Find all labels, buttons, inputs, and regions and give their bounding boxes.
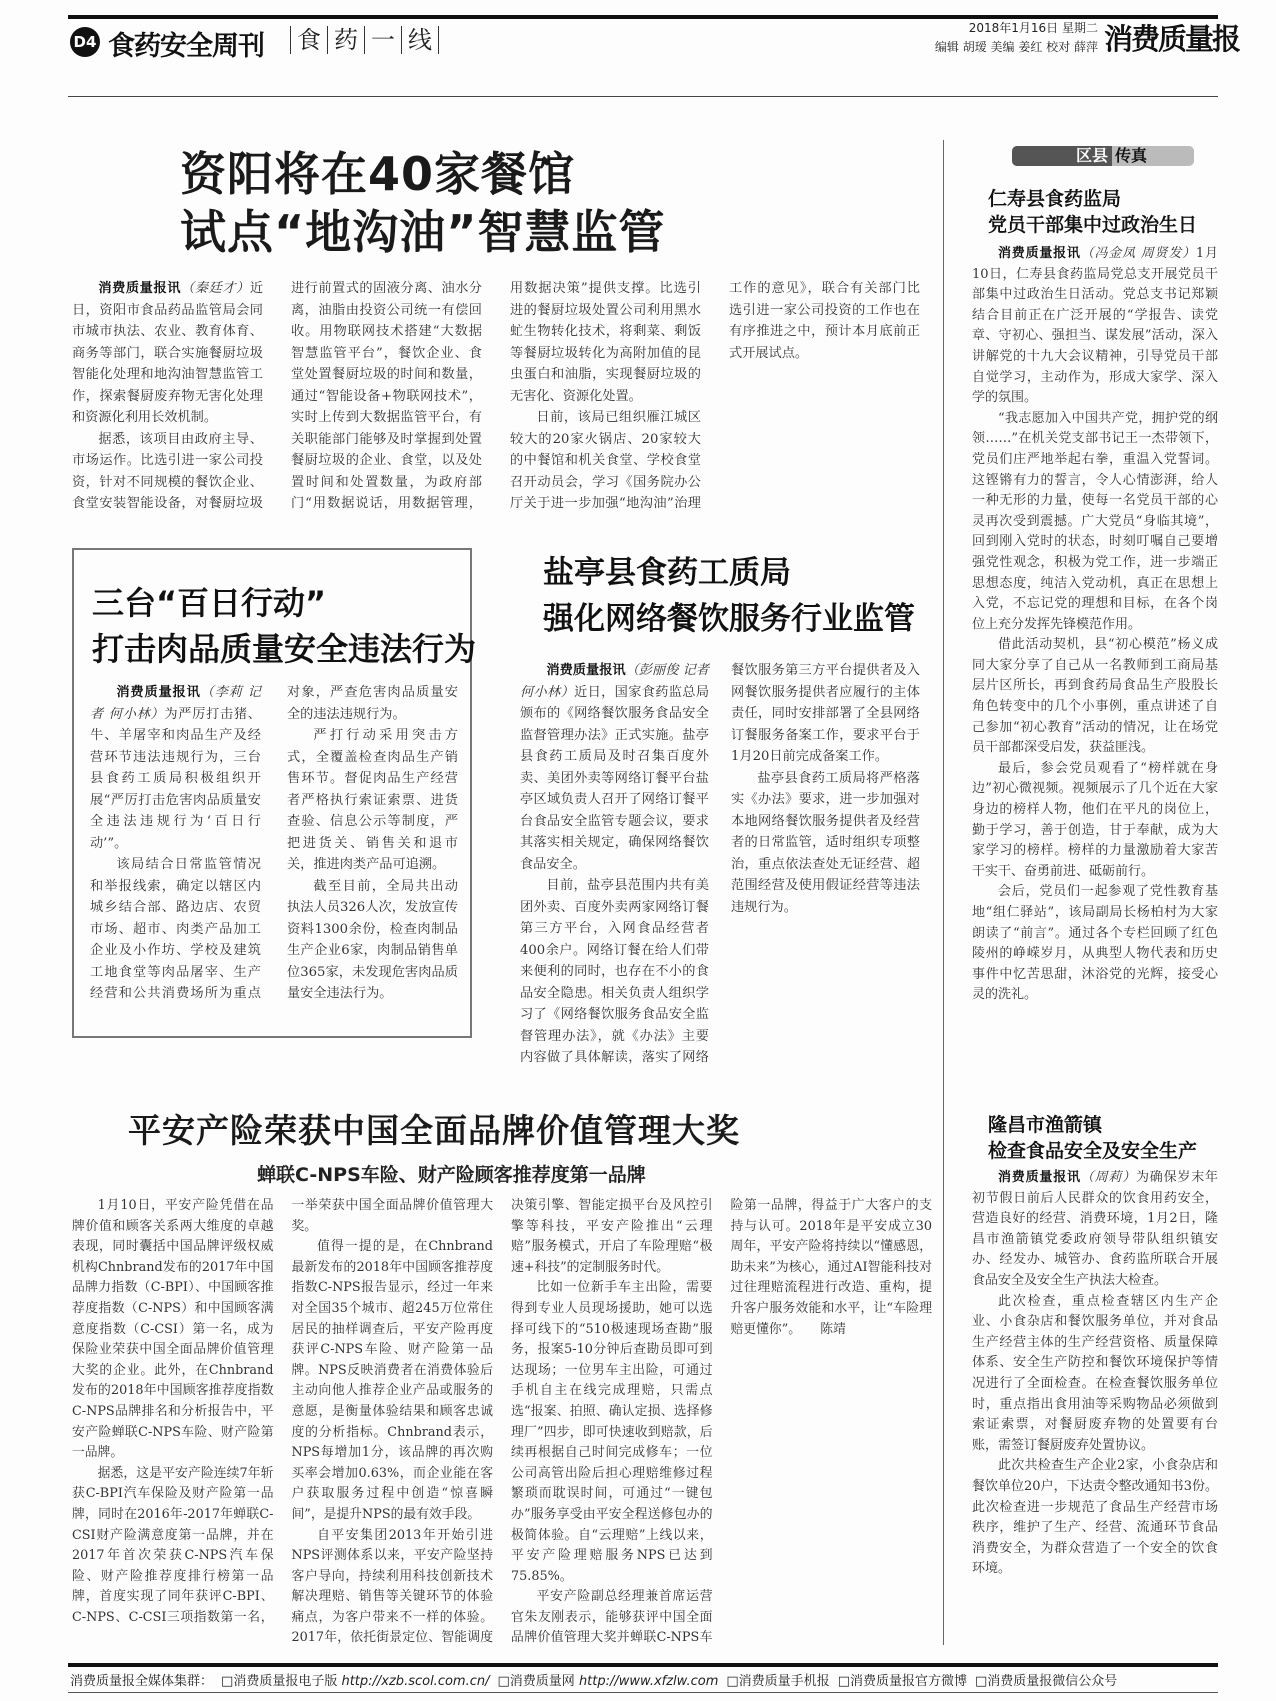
issue-date: 2018年1月16日 星期二 bbox=[968, 21, 1098, 35]
byline: 消费质量报讯 bbox=[98, 281, 181, 296]
yanting-headline-line2: 强化网络餐饮服务行业监管 bbox=[543, 601, 915, 637]
paragraph: 为严厉打击猪、牛、羊屠宰和肉品生产及经营环节违法违规行为，三台县食药工质局积极组织开展“严厉打击危害肉品质量安全违法违规行为‘百日行动’”。 bbox=[90, 706, 261, 851]
pingan-headline: 平安产险荣获中国全面品牌价值管理大奖 bbox=[128, 1111, 740, 1150]
paragraph: 借此活动契机，县“初心模范”杨义成同大家分享了自己从一名教师到工商局基层片区所长，再到食药局食品生产股股长角色转变中的几个小事例，重点讲述了自己参加“初心教育”活动的情况，让在场党员干部都深受启发，获益匪浅。 bbox=[972, 637, 1218, 756]
paragraph: 平安产险副总经理兼首席运营官朱友刚表示，能够获评中国全面品牌价值管理大奖并蝉联C-NPS车险第一品牌，得益于广大客户的支持与认可。2018年是平安成立30周年，平安产险将持续以“懂感恩，助未来”为核心，通过AI智能科技对过往理赔流程进行改造、重构，提升客户服务效能和水平，让“车险理赔更懂你”。 bbox=[511, 1198, 932, 1646]
lead-headline-line2: 试点“地沟油”智慧监管 bbox=[180, 205, 666, 259]
byline-author: （李莉 记者 何小林） bbox=[90, 685, 261, 722]
footer-item-name: 消费质量报官方微博 bbox=[849, 1674, 967, 1689]
longchang-headline bbox=[988, 1112, 1197, 1164]
page-number-badge: D4 bbox=[70, 27, 100, 57]
checkbox-square-icon: □ bbox=[726, 1674, 739, 1689]
paragraph: 值得一提的是，在Chnbrand最新发布的2018年中国顾客推荐度指数C-NPS报告显示，经过一年来对全国35个城市、超245万位常住居民的抽样调查后，平安产险再度获评C-NPS车险、财产险第一品牌。NPS反映消费者在消费体验后主动向他人推荐企业产品或服务的意愿，是衡量体验结果和顾客忠诚度的分析指标。Chnbrand表示，NPS每增加1分，该品牌的再次购买率会增加0.63%，而企业能在客户获取服务过程中创造“惊喜瞬间”，是提升NPS的最有效手段。 bbox=[291, 1239, 493, 1522]
paper-logo: 消费质量报 bbox=[1104, 22, 1240, 56]
paragraph: 截至目前，全局共出动执法人员326人次，发放宣传资料1300余份，检查肉制品生产企业6家，肉制品销售单位365家，未发现危害肉品质量安全违法行为。 bbox=[287, 878, 458, 1001]
paragraph: 1月10日，仁寿县食药监局党总支开展党员干部集中过政治生日活动。党总支书记郑颖结合目前正在广泛开展的“学报告、读党章、守初心、强担当、谋发展”活动，深入讲解党的十九大会议精神，引导党员干部自觉学习，主动作为，形成大家学、深入学的氛围。 bbox=[972, 246, 1218, 406]
section-sub-char: 一 bbox=[364, 26, 401, 54]
byline-author: （秦廷才） bbox=[180, 281, 250, 296]
footer-item-epaper[interactable] bbox=[221, 1670, 489, 1689]
byline: 消费质量报讯 bbox=[998, 1170, 1081, 1185]
paragraph: 近日，资阳市食品药品监管局会同市城市执法、农业、教育体育、商务等部门，联合实施餐厨垃圾智能化处理和地沟油智慧监管工作，探索餐厨废弃物无害化处理和资源化利用长效机制。 bbox=[72, 281, 263, 425]
longchang-headline-line2: 检查食品安全及安全生产 bbox=[988, 1140, 1198, 1162]
paragraph: 会后，党员们一起参观了党性教育基地“组仁驿站”，该局副局长杨柏村为大家朗读了“前言”。通过各个专栏回顾了红色陵州的峥嵘岁月，从典型人物代表和历史事件中忆苦思甜，沐浴党的光辉，接受心灵的洗礼。 bbox=[972, 884, 1218, 1003]
checkbox-square-icon: □ bbox=[975, 1674, 988, 1689]
byline: 消费质量报讯 bbox=[998, 246, 1081, 261]
byline-author: （冯金凤 周贤发） bbox=[1080, 246, 1196, 261]
footer-rule-top bbox=[68, 1663, 1218, 1667]
renshou-headline bbox=[988, 186, 1197, 238]
section-title: 食药安全周刊 bbox=[108, 31, 264, 62]
paragraph: 自平安集团2013年开始引进NPS评测体系以来，平安产险坚持客户导向，持续利用科技创新技术解决理赔、销售等关键环节的体验痛点，为客户带来不一样的体验。2017年，依托街景定位、智能调度决策引擎、智能定损平台及风控引擎等科技，平安产险推出“云理赔”服务模式，开启了车险理赔“极速+科技”的定制服务时代。 bbox=[291, 1198, 713, 1646]
section-sub-char: 食 bbox=[290, 26, 327, 54]
paragraph: 日前，该局已组织雁江城区较大的20家火锅店、20家较大的中餐馆和机关食堂、学校食堂召开动员会，学习《国务院办公厅关于进一步加强“地沟油”治理工作的意见》，联合有关部门比选引进一家公司投资的工作也在有序推进之中，预计本月底前正式开展试点。 bbox=[510, 281, 920, 511]
byline-author: （周莉） bbox=[1080, 1170, 1136, 1185]
section-tag-left: 区县 bbox=[1012, 146, 1112, 166]
section-subtitle bbox=[290, 26, 439, 54]
yanting-headline-line1: 盐亭县食药工质局 bbox=[543, 555, 791, 591]
renshou-article-body bbox=[972, 244, 1218, 1104]
masthead-rule bbox=[68, 96, 1218, 97]
lead-headline-line1: 资阳将在40家餐馆 bbox=[180, 147, 576, 201]
footer-item-wechat[interactable] bbox=[975, 1670, 1117, 1689]
pingan-article-body bbox=[72, 1196, 932, 1658]
longchang-article-body bbox=[972, 1168, 1218, 1658]
byline: 消费质量报讯 bbox=[116, 685, 201, 700]
lead-headline bbox=[180, 145, 665, 261]
footer-item-name: 消费质量手机报 bbox=[738, 1674, 830, 1689]
paragraph: “我志愿加入中国共产党，拥护党的纲领……”在机关党支部书记王一杰带领下，党员们庄严地举起右拳，重温入党誓词。这铿锵有力的誓言，令人心情澎湃，给人一种无形的力量，使每一名党员干部的心灵再次受到震撼。广大党员“身临其境”，回到刚入党时的状态，时刻叮嘱自己要增强党性观念，积极为党工作，进一步端正思想态度，纯洁入党动机，真正在思想上入党，不忘记党的理想和目标，在各个岗位上充分发挥先锋模范作用。 bbox=[972, 410, 1218, 632]
yanting-article-body bbox=[520, 660, 920, 1085]
section-sub-char: 药 bbox=[327, 26, 364, 54]
footer-item-weibo[interactable] bbox=[838, 1670, 967, 1689]
paragraph: 最后，参会党员观看了“榜样就在身边”初心微视频。视频展示了几个近在大家身边的榜样人物，他们在平凡的岗位上，勤于学习，善于创造，甘于奉献，成为大家学习的榜样。榜样的力量激励着大家苦干实干、奋勇前进、砥砺前行。 bbox=[972, 760, 1218, 879]
santai-headline bbox=[92, 580, 476, 672]
renshou-headline-line1: 仁寿县食药监局 bbox=[988, 188, 1122, 210]
media-footer bbox=[70, 1670, 1220, 1689]
santai-headline-line1: 三台“百日行动” bbox=[92, 584, 327, 622]
paragraph: 据悉，该项目由政府主导、市场运作。比选引进一家公司投资，针对不同规模的餐饮企业、食堂安装智能设备，对餐厨垃圾进行前置式的固液分离、油水分离，油脂由投资公司统一有偿回收。用物联网技术搭建“大数据智慧监管平台”，餐饮企业、食堂处置餐厨垃圾的时间和数量，通过“智能设备+物联网技术”，实时上传到大数据监管平台，有关职能部门能够及时掌握到处置餐厨垃圾的企业、食堂，以及处置时间和处置数量，为政府部门“用数据说话，用数据管理，用数据决策”提供支撑。比选引进的餐厨垃圾处置公司利用黑水虻生物转化技术，将剩菜、剩饭等餐厨垃圾转化为高附加值的昆虫蛋白和油脂，实现餐厨垃圾的无害化、资源化处置。 bbox=[72, 281, 701, 511]
footer-label: 消费质量报全媒体集群： bbox=[70, 1674, 214, 1689]
byline: 消费质量报讯 bbox=[546, 663, 626, 678]
editor-credits: 编辑 胡瑷 美编 姜红 校对 薛萍 bbox=[934, 40, 1098, 54]
section-tag-right: 传真 bbox=[1115, 146, 1148, 165]
paragraph: 比如一位新手车主出险，需要得到专业人员现场援助，她可以选择可线下的“510极速现场查勘”服务，报案5-10分钟后查勘员即可到达现场；一位男车主出险，可通过手机自主在线完成理赔，只需点选“报案、拍照、确认定损、选择修理厂”四步，即可快速收到赔款，后续再根据自己时间完成修车；一位公司高管出险后担心理赔维修过程繁琐而耽误时间，可通过“一键包办”服务享受由平安全程送修包办的极简体验。自“云理赔”上线以来，平安产险理赔服务NPS已达到75.85%。 bbox=[511, 1280, 713, 1584]
paragraph: 盐亭县食药工质局将严格落实《办法》要求，进一步加强对本地网络餐饮服务提供者及经营者的日常监管，适时组织专项整治，重点依法查处无证经营、超范围经营及使用假证经营等违法违规行为。 bbox=[731, 770, 920, 915]
paragraph: 1月10日，平安产险凭借在品牌价值和顾客关系两大维度的卓越表现，同时囊括中国品牌评级权威机构Chnbrand发布的2017年中国品牌力指数（C-BPI）、中国顾客推荐度指数（C-NPS）和中国顾客满意度指数（C-CSI）第一名，成为保险业荣获中国全面品牌价值管理大奖的企业。此外，在Chnbrand发布的2018年中国顾客推荐度指数C-NPS品牌排名和分析报告中，平安产险蝉联C-NPS车险、财产险第一品牌。 bbox=[72, 1198, 274, 1461]
checkbox-square-icon: □ bbox=[497, 1674, 510, 1689]
santai-headline-line2: 打击肉品质量安全违法行为 bbox=[92, 630, 477, 668]
lead-article-body bbox=[72, 278, 920, 528]
footer-item-mobile[interactable] bbox=[726, 1670, 829, 1689]
paragraph: 此次共检查生产企业2家，小食杂店和餐饮单位20户，下达责令整改通知书3份。此次检查进一步规范了食品生产经营市场秩序，维护了生产、经营、流通环节食品消费安全，为群众营造了一个安全的饮食环境。 bbox=[972, 1458, 1218, 1577]
paragraph: 此次检查，重点检查辖区内生产企业、小食杂店和餐饮服务单位，并对食品生产经营主体的生产经营资格、质量保障体系、安全生产防控和餐饮环境保护等情况进行了全面检查。在检查餐饮服务单位时，重点指出食用油等采购物品必须做到索证索票，对餐厨废弃物的处置要有台账，需签订餐厨废弃处置协议。 bbox=[972, 1293, 1218, 1453]
footer-item-name: 消费质量报微信公众号 bbox=[987, 1674, 1118, 1689]
paragraph: 严打行动采用突击方式，全覆盖检查肉品生产销售环节。督促肉品生产经营者严格执行索证索票、进货查验、信息公示等制度，严把进货关、销售关和退市关，推进肉类产品可追溯。 bbox=[287, 728, 458, 872]
santai-article-body bbox=[90, 682, 458, 1027]
longchang-headline-line1: 隆昌市渔箭镇 bbox=[988, 1114, 1103, 1136]
paragraph: 该局结合日常监管情况和举报线索，确定以辖区内城乡结合部、路边店、农贸市场、超市、肉类产品加工企业及小作坊、学校及建筑工地食堂等肉品屠宰、生产经营和公共消费场所为重点对象，严查危害肉品质量安全的违法违规行为。 bbox=[90, 685, 458, 1001]
footer-link[interactable]: http://xzb.scol.com.cn/ bbox=[341, 1674, 490, 1689]
paragraph: 近日，国家食药监总局颁布的《网络餐饮服务食品安全监督管理办法》正式实施。盐亭县食药工质局及时召集百度外卖、美团外卖等网络订餐平台盐亭区域负责人召开了网络订餐平台食品安全监管专题会议，要求其落实相关规定，确保网络餐饮食品安全。 bbox=[520, 684, 710, 872]
paragraph: 据悉，这是平安产险连续7年斩获C-BPI汽车保险及财产险第一品牌，同时在2016年-2017年蝉联C-CSI财产险满意度第一品牌，并在2017年首次荣获C-NPS汽车保险、财产险推荐度排行榜第一品牌，首度实现了同年获评C-BPI、C-NPS、C-CSI三项指数第一名，一举荣获中国全面品牌价值管理大奖。 bbox=[72, 1198, 493, 1625]
renshou-headline-line2: 党员干部集中过政治生日 bbox=[988, 214, 1198, 236]
footer-item-name: 消费质量报电子版 bbox=[233, 1674, 338, 1689]
yanting-headline bbox=[543, 550, 915, 642]
article-signature: 陈靖 bbox=[820, 1321, 846, 1337]
footer-link[interactable]: http://www.xfzlw.com bbox=[578, 1674, 719, 1689]
paragraph: 目前，盐亭县范围内共有美团外卖、百度外卖两家网络订餐第三方平台，入网食品经营者400余户。网络订餐在给人们带来便利的同时，也存在不小的食品安全隐患。相关负责人组织学习了《网络餐饮服务食品安全监督管理办法》，就《办法》主要内容做了具体解读，落实了网络餐饮服务第三方平台提供者及入网餐饮服务提供者应履行的主体责任，同时安排部署了全县网络订餐服务备案工作，要求平台于1月20日前完成备案工作。 bbox=[520, 663, 920, 1065]
paragraph: 为确保岁末年初节假日前后人民群众的饮食用药安全，营造良好的经营、消费环境，1月2日，隆昌市渔箭镇党委政府领导带队组织镇安办、经发办、城管办、食药监所联合开展食品安全及安全生产执法大检查。 bbox=[972, 1170, 1218, 1288]
pingan-subheadline: 蝉联C-NPS车险、财产险顾客推荐度第一品牌 bbox=[257, 1164, 646, 1186]
footer-item-name: 消费质量网 bbox=[509, 1674, 575, 1689]
column-divider bbox=[943, 140, 944, 1645]
byline-author: （彭丽俊 记者 何小林） bbox=[520, 663, 709, 700]
checkbox-square-icon: □ bbox=[221, 1674, 234, 1689]
footer-item-website[interactable] bbox=[497, 1670, 718, 1689]
checkbox-square-icon: □ bbox=[837, 1674, 850, 1689]
section-sub-char: 线 bbox=[401, 26, 439, 54]
footer-rule-bottom bbox=[68, 1692, 1218, 1693]
